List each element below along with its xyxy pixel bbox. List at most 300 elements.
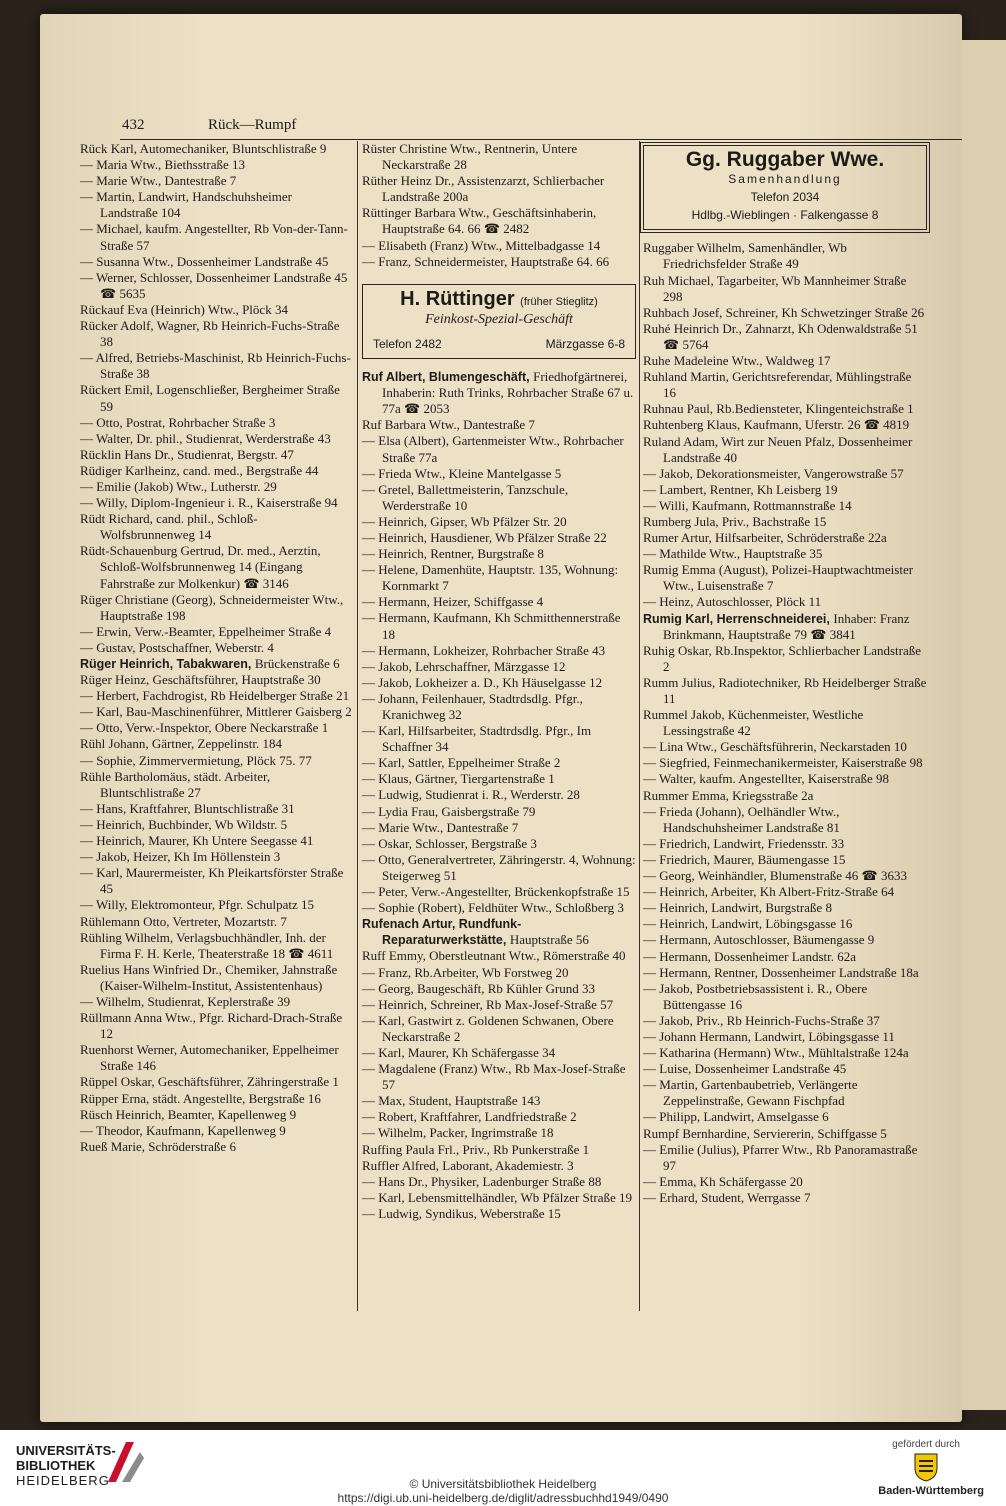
entry-text: — Heinrich, Hausdiener, Wb Pfälzer Straße 22 (362, 529, 607, 545)
directory-entry (80, 189, 352, 221)
directory-entry (643, 1126, 927, 1142)
entry-text: Rummel Jakob, Küchenmeister, Westliche Lessingstraße 42 (643, 707, 864, 739)
entry-text: — Erhard, Student, Werrgasse 7 (643, 1189, 811, 1205)
directory-entry (362, 755, 636, 771)
entry-text: — Jakob, Heizer, Kh Im Höllenstein 3 (80, 849, 281, 865)
entry-text: — Oskar, Schlosser, Bergstraße 3 (362, 835, 537, 851)
entry-text: — Walter, Dr. phil., Studienrat, Werderstraße 43 (80, 430, 331, 446)
directory-entry (643, 546, 927, 562)
directory-entry (643, 1045, 927, 1061)
directory-entry (643, 1077, 927, 1109)
directory-entry (80, 1107, 352, 1123)
directory-entry (80, 221, 352, 253)
entry-detail: Brückenstraße 6 (254, 656, 340, 671)
entry-text: Rüther Heinz Dr., Assistenzarzt, Schlierbacher Landstraße 200a (362, 173, 605, 205)
directory-entry (643, 788, 927, 804)
directory-entry (362, 238, 636, 254)
directory-entry (362, 562, 636, 594)
entry-text: — Jakob, Dekorationsmeister, Vangerowstraße 57 (643, 465, 904, 481)
entry-detail: Inhaber: Franz Brinkmann, Hauptstraße 79 ☎ 3841 (663, 610, 910, 642)
directory-entry (80, 897, 352, 913)
directory-entry (80, 495, 352, 511)
entry-text: — Lina Wtw., Geschäftsführerin, Neckarstaden 10 (643, 739, 907, 755)
entry-text: — Hermann, Dossenheimer Landstr. 62a (643, 948, 857, 964)
entry-detail: Hauptstraße 56 (509, 932, 589, 948)
entry-text: Ruhig Oskar, Rb.Inspektor, Schlierbacher Landstraße 2 (643, 642, 922, 674)
entry-text: Ruhe Madeleine Wtw., Waldweg 17 (643, 353, 831, 369)
entry-text: Rücker Adolf, Wagner, Rb Heinrich-Fuchs-Straße 38 (80, 318, 340, 350)
entry-text: — Martin, Gartenbaubetrieb, Verlängerte Zeppelinstraße, Gewann Fischpfad (643, 1077, 858, 1109)
directory-entry (80, 801, 352, 817)
directory-entry (80, 688, 352, 704)
directory-entry (643, 755, 927, 771)
directory-entry (80, 431, 352, 447)
directory-entry (643, 771, 927, 787)
entry-text: — Philipp, Landwirt, Amselgasse 6 (643, 1109, 829, 1125)
entry-text: Ruenhorst Werner, Automechaniker, Eppelheimer Straße 146 (80, 1042, 339, 1074)
entry-text: Rüdt-Schauenburg Gertrud, Dr. med., Aerztin, Schloß-Wolfsbrunnenweg 14 (Eingang Fahrstraße zur Molkenkur) ☎ 3146 (80, 543, 321, 591)
directory-entry (643, 353, 927, 369)
directory-entry (362, 1013, 636, 1045)
directory-entry (643, 240, 927, 272)
entry-text: Rühling Wilhelm, Verlagsbuchhändler, Inh. der Firma F. H. Kerle, Theaterstraße 18 ☎ 4611 (80, 929, 334, 961)
entry-text: — Emilie (Jakob) Wtw., Lutherstr. 29 (80, 478, 277, 494)
directory-entry (643, 981, 927, 1013)
entry-text: — Marie Wtw., Dantestraße 7 (362, 819, 519, 835)
entry-text: — Katharina (Hermann) Wtw., Mühltalstraße 124a (643, 1045, 909, 1061)
entry-text: — Heinrich, Rentner, Burgstraße 8 (362, 546, 544, 562)
entry-text: Rufenach Artur, Rundfunk-Reparaturwerkstätte, (362, 917, 522, 948)
ad-address: Hdlbg.-Wieblingen · Falkengasse 8 (691, 208, 879, 223)
entry-text: — Lambert, Rentner, Kh Leisberg 19 (643, 481, 838, 497)
directory-entry (80, 302, 352, 318)
directory-column-3 (643, 141, 927, 1206)
directory-entry (362, 433, 636, 465)
entry-text: — Franz, Schneidermeister, Hauptstraße 64. 66 (362, 253, 610, 269)
directory-entry (362, 594, 636, 610)
directory-entry (362, 205, 636, 237)
directory-entry (643, 1190, 927, 1206)
entry-text: — Erwin, Verw.-Beamter, Eppelheimer Straße 4 (80, 623, 332, 639)
entry-text: — Max, Student, Hauptstraße 143 (362, 1093, 541, 1109)
directory-entry (643, 836, 927, 852)
directory-entry (643, 514, 927, 530)
directory-entry (643, 530, 927, 546)
entry-text: — Hermann, Lokheizer, Rohrbacher Straße 43 (362, 642, 606, 658)
directory-entry (362, 948, 636, 964)
entry-text: — Ludwig, Studienrat i. R., Werderstr. 28 (362, 787, 580, 803)
entry-text: Rühl Johann, Gärtner, Zeppelinstr. 184 (80, 736, 283, 752)
directory-entry (643, 417, 927, 433)
directory-entry (643, 900, 927, 916)
entry-text: Rumpf Bernhardine, Serviererin, Schiffgasse 5 (643, 1125, 887, 1141)
entry-text: Ruhbach Josef, Schreiner, Kh Schwetzinger Straße 26 (643, 304, 925, 320)
directory-entry (643, 273, 927, 305)
directory-entry (362, 1093, 636, 1109)
directory-entry (80, 817, 352, 833)
directory-entry (362, 771, 636, 787)
directory-entry (362, 900, 636, 916)
directory-entry (362, 141, 636, 173)
directory-entry (80, 656, 352, 672)
entry-text: — Otto, Verw.-Inspektor, Obere Neckarstraße 1 (80, 720, 329, 736)
entry-text: — Theodor, Kaufmann, Kapellenweg 9 (80, 1122, 286, 1138)
entry-text: Rüster Christine Wtw., Rentnerin, Untere Neckarstraße 28 (362, 141, 578, 173)
entry-text: — Johann, Feilenhauer, Stadtrdsdlg. Pfgr., Kranichweg 32 (362, 690, 583, 722)
entry-text: Ruhtenberg Klaus, Kaufmann, Uferstr. 26 ☎ 4819 (643, 417, 910, 433)
entry-text: — Willi, Kaufmann, Rottmannstraße 14 (643, 497, 852, 513)
entry-text: — Georg, Baugeschäft, Rb Kühler Grund 33 (362, 980, 595, 996)
entry-text: Ruggaber Wilhelm, Samenhändler, Wb Friedrichsfelder Straße 49 (643, 240, 847, 272)
directory-entry (80, 415, 352, 431)
entry-text: — Siegfried, Feinmechanikermeister, Kaiserstraße 98 (643, 755, 923, 771)
directory-entry (80, 753, 352, 769)
entry-text: — Hans Dr., Physiker, Ladenburger Straße 88 (362, 1173, 602, 1189)
permalink[interactable]: https://digi.ub.uni-heidelberg.de/diglit/adressbuchhd1949/0490 (337, 1491, 669, 1505)
directory-entry (362, 852, 636, 884)
entry-text: — Friedrich, Maurer, Bäumengasse 15 (643, 851, 846, 867)
directory-entry (80, 1091, 352, 1107)
entry-text: — Magdalene (Franz) Wtw., Rb Max-Josef-Straße 57 (362, 1061, 626, 1093)
entry-text: Ruh Michael, Tagarbeiter, Wb Mannheimer Straße 298 (643, 272, 907, 304)
directory-entry (362, 482, 636, 514)
state-coat-of-arms-icon (909, 1452, 943, 1482)
entry-text: — Elsa (Albert), Gartenmeister Wtw., Rohrbacher Straße 77a (362, 433, 624, 465)
entry-text: — Heinrich, Landwirt, Burgstraße 8 (643, 900, 832, 916)
directory-entry (80, 1010, 352, 1042)
directory-entry (80, 1139, 352, 1155)
directory-entry (643, 1142, 927, 1174)
ad-phone: Telefon 2482 (373, 336, 442, 351)
directory-entry (362, 1190, 636, 1206)
ad-address: Märzgasse 6-8 (545, 336, 625, 351)
directory-entry (80, 479, 352, 495)
entry-text: — Jakob, Lehrschaffner, Märzgasse 12 (362, 658, 566, 674)
directory-entry (643, 868, 927, 884)
directory-entry (643, 369, 927, 401)
directory-entry (643, 466, 927, 482)
directory-entry (80, 173, 352, 189)
entry-text: — Otto, Postrat, Rohrbacher Straße 3 (80, 414, 276, 430)
entry-text: — Werner, Schlosser, Dossenheimer Landstraße 45 ☎ 5635 (80, 269, 348, 301)
directory-entry (80, 254, 352, 270)
directory-entry (643, 1109, 927, 1125)
entry-text: Rüppel Oskar, Geschäftsführer, Zähringerstraße 1 (80, 1074, 339, 1090)
column-rule (639, 141, 640, 1311)
directory-entry (362, 173, 636, 205)
entry-text: — Robert, Kraftfahrer, Landfriedstraße 2 (362, 1109, 577, 1125)
entry-text: Rühlemann Otto, Vertreter, Mozartstr. 7 (80, 913, 287, 929)
entry-text: — Karl, Maurermeister, Kh Pleikartsförster Straße 45 (80, 865, 344, 897)
directory-entry (362, 965, 636, 981)
entry-text: Rühle Bartholomäus, städt. Arbeiter, Bluntschlistraße 27 (80, 768, 271, 800)
entry-text: — Hermann, Autoschlosser, Bäumengasse 9 (643, 932, 875, 948)
directory-entry (362, 820, 636, 836)
directory-entry (643, 1013, 927, 1029)
directory-entry (362, 1045, 636, 1061)
directory-entry (643, 932, 927, 948)
entry-text: — Hans, Kraftfahrer, Bluntschlistraße 31 (80, 800, 295, 816)
directory-entry (362, 997, 636, 1013)
entry-text: — Georg, Weinhändler, Blumenstraße 46 ☎ 3633 (643, 868, 907, 884)
entry-text: — Jakob, Postbetriebsassistent i. R., Obere Büttengasse 16 (643, 980, 868, 1012)
ad-name-note: (früher Stieglitz) (520, 295, 598, 308)
directory-entry (362, 804, 636, 820)
entry-text: — Jakob, Lokheizer a. D., Kh Häuselgasse 12 (362, 674, 603, 690)
entry-text: Rüpper Erna, städt. Angestellte, Bergstraße 16 (80, 1090, 321, 1106)
directory-entry (643, 965, 927, 981)
entry-text: — Johann Hermann, Landwirt, Löbingsgasse 11 (643, 1028, 895, 1044)
directory-entry (362, 836, 636, 852)
directory-entry (80, 141, 352, 157)
directory-entry (362, 916, 636, 948)
ad-trade: Samenhandlung (728, 172, 842, 187)
directory-entry (643, 498, 927, 514)
entry-text: Rüttinger Barbara Wtw., Geschäftsinhaberin, Hauptstraße 64. 66 ☎ 2482 (362, 205, 597, 237)
entry-text: Rüger Heinz, Geschäftsführer, Hauptstraße 30 (80, 672, 321, 688)
directory-entry (80, 350, 352, 382)
entry-text: — Heinrich, Maurer, Kh Untere Seegasse 41 (80, 833, 314, 849)
entry-text: — Willy, Elektromonteur, Pfgr. Schulpatz 15 (80, 897, 315, 913)
directory-entry (80, 865, 352, 897)
entry-text: — Emma, Kh Schäfergasse 20 (643, 1173, 803, 1189)
directory-entry (362, 466, 636, 482)
entry-text: Rüdt Richard, cand. phil., Schloß-Wolfsbrunnenweg 14 (80, 511, 258, 543)
advertisement-ruggaber (643, 145, 927, 230)
directory-entry (80, 511, 352, 543)
entry-text: — Maria Wtw., Biethsstraße 13 (80, 157, 245, 173)
page-number: 432 (122, 117, 145, 133)
entry-text: — Emilie (Julius), Pfarrer Wtw., Rb Panoramastraße 97 (643, 1141, 918, 1173)
directory-entry (80, 447, 352, 463)
logo-line: HEIDELBERG (16, 1473, 110, 1488)
directory-entry (80, 672, 352, 688)
entry-text: — Peter, Verw.-Angestellter, Brückenkopfstraße 15 (362, 884, 630, 900)
directory-entry (80, 270, 352, 302)
entry-text: Ruland Adam, Wirt zur Neuen Pfalz, Dossenheimer Landstraße 40 (643, 433, 913, 465)
directory-entry (362, 1125, 636, 1141)
entry-text: — Sophie (Robert), Feldhüter Wtw., Schloßberg 3 (362, 900, 624, 916)
directory-entry (80, 318, 352, 350)
entry-text: — Willy, Diplom-Ingenieur i. R., Kaiserstraße 94 (80, 495, 338, 511)
entry-text: — Otto, Generalvertreter, Zähringerstr. 4, Wohnung: Steigerweg 51 (362, 851, 636, 883)
entry-text: — Karl, Maurer, Kh Schäfergasse 34 (362, 1044, 556, 1060)
directory-entry (80, 1123, 352, 1139)
entry-text: — Jakob, Priv., Rb Heinrich-Fuchs-Straße 37 (643, 1012, 880, 1028)
entry-text: Ruhnau Paul, Rb.Bediensteter, Klingenteichstraße 1 (643, 401, 914, 417)
entry-text: Ruhland Martin, Gerichtsreferendar, Mühlingstraße 16 (643, 369, 912, 401)
directory-column-2 (362, 141, 636, 1222)
entry-text: Rüger Heinrich, Tabakwaren, (80, 657, 252, 671)
entry-text: — Luise, Dossenheimer Landstraße 45 (643, 1061, 847, 1077)
entry-text: — Heinrich, Landwirt, Löbingsgasse 16 (643, 916, 853, 932)
directory-entry (80, 962, 352, 994)
entry-text: Ruelius Hans Winfried Dr., Chemiker, Jahnstraße (Kaiser-Wilhelm-Institut, Assistentenhaus) (80, 961, 338, 993)
entry-text: — Marie Wtw., Dantestraße 7 (80, 173, 237, 189)
directory-entry (362, 1174, 636, 1190)
ad-tagline: Feinkost-Spezial-Geschäft (425, 311, 573, 327)
directory-entry (643, 804, 927, 836)
directory-entry (80, 624, 352, 640)
directory-entry (362, 1061, 636, 1093)
directory-entry (362, 1142, 636, 1158)
directory-entry (643, 594, 927, 610)
entry-text: — Heinrich, Schreiner, Rb Max-Josef-Straße 57 (362, 996, 614, 1012)
entry-text: — Heinrich, Arbeiter, Kh Albert-Fritz-Straße 64 (643, 884, 895, 900)
entry-text: — Hermann, Kaufmann, Kh Schmitthennerstraße 18 (362, 610, 621, 642)
directory-entry (643, 611, 927, 643)
directory-entry (80, 914, 352, 930)
directory-entry (80, 1042, 352, 1074)
directory-entry (362, 787, 636, 803)
directory-entry (643, 949, 927, 965)
entry-text: — Helene, Damenhüte, Hauptstr. 135, Wohnung: Kornmarkt 7 (362, 562, 619, 594)
adjacent-page-edge (962, 40, 1006, 1410)
entry-text: Rumig Karl, Herrenschneiderei, (643, 611, 830, 626)
entry-text: — Heinrich, Gipser, Wb Pfälzer Str. 20 (362, 513, 567, 529)
entry-text: Rüger Christiane (Georg), Schneidermeister Wtw., Hauptstraße 198 (80, 591, 344, 623)
entry-text: — Frieda Wtw., Kleine Mantelgasse 5 (362, 465, 562, 481)
directory-entry (362, 884, 636, 900)
directory-entry (80, 543, 352, 591)
entry-text: — Hermann, Heizer, Schiffgasse 4 (362, 594, 544, 610)
directory-entry (362, 675, 636, 691)
directory-entry (362, 659, 636, 675)
directory-entry (643, 401, 927, 417)
entry-text: — Friedrich, Landwirt, Friedensstr. 33 (643, 835, 845, 851)
directory-entry (643, 1029, 927, 1045)
directory-entry (362, 981, 636, 997)
directory-entry (643, 1174, 927, 1190)
directory-entry (362, 1109, 636, 1125)
directory-entry (362, 723, 636, 755)
entry-text: — Mathilde Wtw., Hauptstraße 35 (643, 546, 823, 562)
funding-label: gefördert durch (892, 1439, 960, 1450)
entry-text: — Elisabeth (Franz) Wtw., Mittelbadgasse 14 (362, 237, 601, 253)
entry-text: Ruf Barbara Wtw., Dantestraße 7 (362, 417, 535, 433)
entry-text: — Gretel, Ballettmeisterin, Tanzschule, Werderstraße 10 (362, 481, 569, 513)
entry-text: Ruf Albert, Blumengeschäft, (362, 370, 530, 385)
directory-entry (643, 675, 927, 707)
entry-text: — Ludwig, Syndikus, Weberstraße 15 (362, 1205, 561, 1221)
entry-text: — Alfred, Betriebs-Maschinist, Rb Heinrich-Fuchs-Straße 38 (80, 350, 351, 382)
entry-text: — Wilhelm, Packer, Ingrimstraße 18 (362, 1125, 554, 1141)
entry-text: Ruhé Heinrich Dr., Zahnarzt, Kh Odenwaldstraße 51 ☎ 5764 (643, 320, 918, 352)
directory-entry (643, 707, 927, 739)
copyright-notice: © Universitätsbibliothek Heidelberg (409, 1477, 597, 1491)
entry-text: — Karl, Bau-Maschinenführer, Mittlerer Gaisberg 2 (80, 704, 352, 720)
entry-text: Rück Karl, Automechaniker, Bluntschlistraße 9 (80, 141, 327, 156)
directory-entry (362, 1158, 636, 1174)
directory-entry (643, 305, 927, 321)
entry-text: Rückauf Eva (Heinrich) Wtw., Plöck 34 (80, 301, 288, 317)
directory-entry (362, 691, 636, 723)
entry-text: Rummer Emma, Kriegsstraße 2a (643, 787, 814, 803)
entry-text: Rumig Emma (August), Polizei-Hauptwachtmeister Wtw., Luisenstraße 7 (643, 562, 914, 594)
directory-entry (362, 417, 636, 433)
directory-entry (362, 514, 636, 530)
directory-entry (362, 254, 636, 270)
directory-entry (362, 1206, 636, 1222)
ad-business-name (373, 287, 625, 310)
entry-text: Rueß Marie, Schröderstraße 6 (80, 1138, 236, 1154)
entry-text: — Heinrich, Buchbinder, Wb Wildstr. 5 (80, 816, 288, 832)
entry-detail: Friedhofgärtnerei, Inhaberin: Ruth Trinks, Rohrbacher Straße 67 u. 77a ☎ 2053 (382, 369, 634, 417)
entry-text: — Lydia Frau, Gaisbergstraße 79 (362, 803, 536, 819)
directory-entry (643, 739, 927, 755)
ad-contact-row (373, 336, 625, 352)
entry-text: Rüllmann Anna Wtw., Pfgr. Richard-Drach-Straße 12 (80, 1010, 343, 1042)
directory-entry (643, 1061, 927, 1077)
entry-text: — Gustav, Postschaffner, Weberstr. 4 (80, 639, 274, 655)
entry-text: Ruff Emmy, Oberstleutnant Wtw., Römerstraße 40 (362, 948, 626, 964)
entry-text: — Karl, Lebensmittelhändler, Wb Pfälzer Straße 19 (362, 1189, 632, 1205)
entry-text: — Walter, kaufm. Angestellter, Kaiserstraße 98 (643, 771, 890, 787)
entry-text: — Michael, kaufm. Angestellter, Rb Von-der-Tann-Straße 57 (80, 221, 348, 253)
directory-entry (362, 643, 636, 659)
ad-name-text: H. Rüttinger (400, 287, 515, 310)
directory-entry (80, 994, 352, 1010)
entry-text: Rumberg Jula, Priv., Bachstraße 15 (643, 513, 827, 529)
directory-entry (80, 704, 352, 720)
directory-entry (362, 369, 636, 417)
entry-text: Ruffing Paula Frl., Priv., Rb Punkerstraße 1 (362, 1141, 590, 1157)
directory-column-1 (80, 141, 352, 1155)
running-head: Rück—Rumpf (208, 117, 297, 133)
entry-text: — Susanna Wtw., Dossenheimer Landstraße 45 (80, 253, 329, 269)
directory-entry (362, 530, 636, 546)
entry-text: — Hermann, Rentner, Dossenheimer Landstraße 18a (643, 964, 919, 980)
directory-entry (643, 434, 927, 466)
entry-text: Rüsch Heinrich, Beamter, Kapellenweg 9 (80, 1106, 297, 1122)
entry-text: Rücklin Hans Dr., Studienrat, Bergstr. 47 (80, 446, 294, 462)
entry-text: — Heinz, Autoschlosser, Plöck 11 (643, 594, 822, 610)
entry-text: Ruffler Alfred, Laborant, Akademiestr. 3 (362, 1157, 574, 1173)
entry-text: — Karl, Gastwirt z. Goldenen Schwanen, Obere Neckarstraße 2 (362, 1012, 614, 1044)
viewer-footer (0, 1430, 1006, 1506)
directory-entry (80, 382, 352, 414)
directory-entry (80, 833, 352, 849)
directory-entry (362, 610, 636, 642)
directory-entry (80, 592, 352, 624)
entry-text: — Sophie, Zimmervermietung, Plöck 75. 77 (80, 752, 312, 768)
logo-line: UNIVERSITÄTS- (16, 1443, 116, 1458)
ad-business-name: Gg. Ruggaber Wwe. (685, 148, 885, 171)
entry-text: — Herbert, Fachdrogist, Rb Heidelberger Straße 21 (80, 688, 350, 704)
entry-text: — Karl, Hilfsarbeiter, Stadtrdsdlg. Pfgr., Im Schaffner 34 (362, 723, 592, 755)
column-rule (357, 141, 358, 1311)
entry-text: — Frieda (Johann), Oelhändler Wtw., Handschuhsheimer Landstraße 81 (643, 803, 840, 835)
ad-phone: Telefon 2034 (750, 190, 820, 205)
directory-entry (80, 736, 352, 752)
directory-entry (80, 720, 352, 736)
directory-entry (643, 852, 927, 868)
entry-text: — Karl, Sattler, Eppelheimer Straße 2 (362, 755, 561, 771)
directory-entry (643, 562, 927, 594)
entry-text: — Klaus, Gärtner, Tiergartenstraße 1 (362, 771, 555, 787)
state-name: Baden-Württemberg (878, 1485, 984, 1497)
entry-text: Rumer Artur, Hilfsarbeiter, Schröderstraße 22a (643, 530, 887, 546)
directory-entry (643, 482, 927, 498)
directory-entry (362, 546, 636, 562)
directory-entry (80, 640, 352, 656)
directory-entry (643, 643, 927, 675)
directory-entry (80, 930, 352, 962)
logo-line: BIBLIOTHEK (16, 1458, 96, 1473)
directory-entry (80, 849, 352, 865)
directory-entry (80, 157, 352, 173)
library-logo-mark-icon (104, 1438, 144, 1482)
